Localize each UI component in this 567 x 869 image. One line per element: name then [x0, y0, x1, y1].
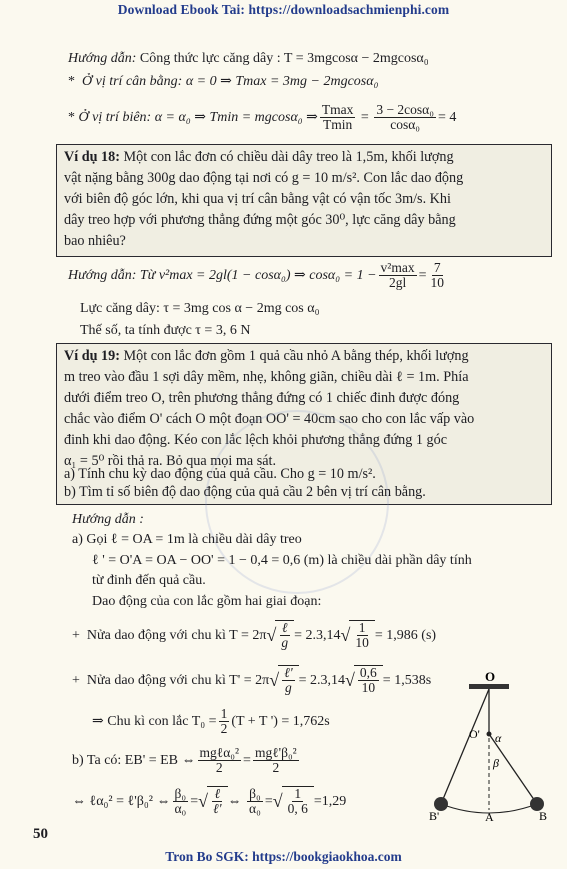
tmax-over-tmin: $\frac{Tmax}{Tmin}$	[321, 101, 354, 132]
period-t2-text: Nửa dao động với chu kì T' = 2π	[86, 672, 270, 688]
ex19-line-8: b) Tìm tỉ số biên độ dao động của quả cầu 2 bên vị trí cân bằng.	[64, 484, 426, 500]
period-t2-result: = 1,538s	[382, 672, 432, 688]
hd3-label: Hướng dẫn :	[72, 512, 144, 527]
label-beta: β	[493, 756, 499, 770]
string-left	[441, 689, 489, 804]
label-O: O	[485, 672, 496, 684]
ex19-line-3: dưới điểm treo O, trên phương thẳng đứng có 1 chiếc đinh được đóng	[64, 390, 460, 406]
period-t0-text: ⇒ Chu kì con lắc T₀ =	[92, 713, 217, 729]
hd3-a4: Dao động của con lắc gồm hai giai đoạn:	[92, 594, 322, 609]
hd3-a1: a) Gọi ℓ = OA = 1m là chiều dài dây treo	[72, 532, 302, 547]
nail-point	[487, 732, 492, 737]
period-t-line: + Nửa dao động với chu kì T = 2π √ $\frac{\text{ℓ}}{g}$ = 2.3,14 √ $\frac{1}{10}$ = 1,986 (s)	[72, 620, 437, 650]
ex18-line-5: bao nhiêu?	[64, 233, 126, 249]
hd2-label: Hướng dẫn:	[68, 267, 137, 283]
hd1-label: Hướng dẫn:	[68, 51, 137, 66]
ratio-line: ⇔ ℓα₀² = ℓ'β₀² ⇔ $\frac{\text{β₀}}{\text{α₀}}$ = √ $\frac{\text{ℓ}}{\text{ℓ'}}$ ⇔ $\frac{\text{β₀}}{\text{α₀}}$ = √ $\frac{1}{0, 6}$ =1,29	[72, 785, 347, 816]
ex19-line-1	[64, 348, 469, 365]
hd1-bullet-2: * Ở vị trí biên: α = α₀ ⇒ Tmin = mgcosα₀ ⇒ $\frac{Tmax}{Tmin}$ = $\frac{\text{3 − 2cosα₀}}{\text{cosα₀}}$ = 4	[68, 101, 457, 132]
seven-tenths: $\frac{7}{10}$	[430, 259, 444, 290]
hd2-line-2: Lực căng dây: τ = 3mg cos α − 2mg cos α₀	[80, 301, 320, 316]
ex18-line-3: với biên độ góc lớn, khi qua vị trí cân bằng vật có vận tốc 3m/s. Khi	[64, 191, 451, 207]
ceiling-bar	[469, 684, 509, 689]
hd3-a3: từ đinh đến quả cầu.	[92, 573, 206, 588]
period-t2-line: + Nửa dao động với chu kì T' = 2π √ $\frac{\text{ℓ'}}{g}$ = 2.3,14 √ $\frac{0,6}{10}$ = 1,538s	[72, 665, 432, 695]
hd1-b1-text: Ở vị trí cân bằng: α = 0 ⇒ Tmax = 3mg − 2mgcosα₀	[82, 74, 379, 89]
hd1-formula-line	[68, 50, 429, 67]
label-alpha: α	[495, 731, 502, 745]
hd2-line-3: Thế số, ta tính được τ = 3, 6 N	[80, 323, 251, 338]
hd2-text: Từ v²max = 2gl(1 − cosα₀) ⇒ cosα₀ = 1 −	[139, 267, 377, 283]
bullet-mark: *	[68, 74, 75, 89]
ex19-line-4: chắc vào điểm O' cách O một đoạn OO' = 40cm sao cho con lắc vấp vào	[64, 411, 475, 427]
ex19-line-7: a) Tính chu kỳ dao động của quả cầu. Cho g = 10 m/s².	[64, 466, 376, 482]
label-B: B	[539, 809, 548, 822]
ex18-line-1	[64, 149, 454, 166]
energy-line: b) Ta có: EB' = EB ⇔ $\frac{\text{mgℓα₀²}}{2}$ = $\frac{\text{mgℓ'β₀²}}{2}$	[72, 744, 297, 775]
ex18-line-4: dây treo hợp với phương thẳng đứng một góc 30⁰, lực căng dây bằng	[64, 212, 456, 228]
period-t0-result: (T + T ') = 1,762s	[231, 713, 330, 729]
ex18-label: Ví dụ 18:	[64, 149, 120, 165]
period-t-text: Nửa dao động với chu kì T = 2π	[86, 627, 267, 643]
page-footer: Tron Bo SGK: https://bookgiaokhoa.com	[165, 849, 402, 864]
ratio-result: =1,29	[313, 793, 347, 809]
ex19-label: Ví dụ 19:	[64, 348, 120, 364]
page-header: Download Ebook Tai: https://downloadsachmienphi.com	[117, 2, 450, 17]
page-number: 50	[33, 826, 48, 842]
ex18-text-1: Một con lắc đơn có chiều dài dây treo là 1,5m, khối lượng	[123, 149, 454, 165]
hd1-b2-text: Ở vị trí biên: α = α₀ ⇒ Tmin = mgcosα₀ ⇒	[78, 109, 318, 125]
pendulum-diagram	[425, 672, 565, 822]
ex19-line-5: đinh khi dao động. Kéo con lắc lệch khỏi phương thẳng đứng 1 góc	[64, 432, 448, 448]
hd1-bullet-1	[68, 73, 378, 90]
bullet-mark: *	[68, 109, 75, 125]
hd1-result: = 4	[437, 109, 457, 125]
period-t0-line: ⇒ Chu kì con lắc T₀ = $\frac{1}{2}$ (T + T ') = 1,762s	[92, 705, 330, 736]
ex18-line-2: vật nặng bằng 300g dao động tại nơi có g = 10 m/s². Con lắc dao động	[64, 170, 464, 186]
ex19-line-2: m treo vào đầu 1 sợi dây mềm, nhẹ, không giãn, chiều dài ℓ = 1m. Phía	[64, 369, 469, 385]
ratio-fraction: $\frac{\text{3 − 2cosα₀}}{\text{cosα₀}}$	[376, 101, 434, 132]
ratio-text: ⇔ ℓα₀² = ℓ'β₀² ⇔	[72, 793, 171, 809]
v-over-2gl: $\frac{\text{v²max}}{2gl}$	[380, 259, 415, 290]
label-A: A	[485, 810, 494, 822]
hd3-a2: ℓ ' = O'A = OA − OO' = 1 − 0,4 = 0,6 (m) là chiều dài phần dây tính	[92, 553, 472, 568]
energy-text: b) Ta có: EB' = EB ⇔	[72, 752, 196, 768]
ex19-text-1: Một con lắc đơn gồm 1 quả cầu nhỏ A bằng thép, khối lượng	[123, 348, 469, 364]
label-O-prime: O'	[469, 727, 480, 741]
ex19-line-6: α₁ = 5⁰ rồi thả ra. Bỏ qua mọi ma sát.	[64, 453, 277, 469]
label-B-prime: B'	[429, 809, 440, 822]
hd1-formula: Công thức lực căng dây : T = 3mgcosα − 2mgcosα₀	[139, 51, 429, 66]
hd2-line-1: Hướng dẫn: Từ v²max = 2gl(1 − cosα₀) ⇒ cosα₀ = 1 − $\frac{\text{v²max}}{2gl}$ = $\frac{7}{10}$	[68, 259, 444, 290]
period-t-result: = 1,986 (s)	[374, 627, 437, 643]
